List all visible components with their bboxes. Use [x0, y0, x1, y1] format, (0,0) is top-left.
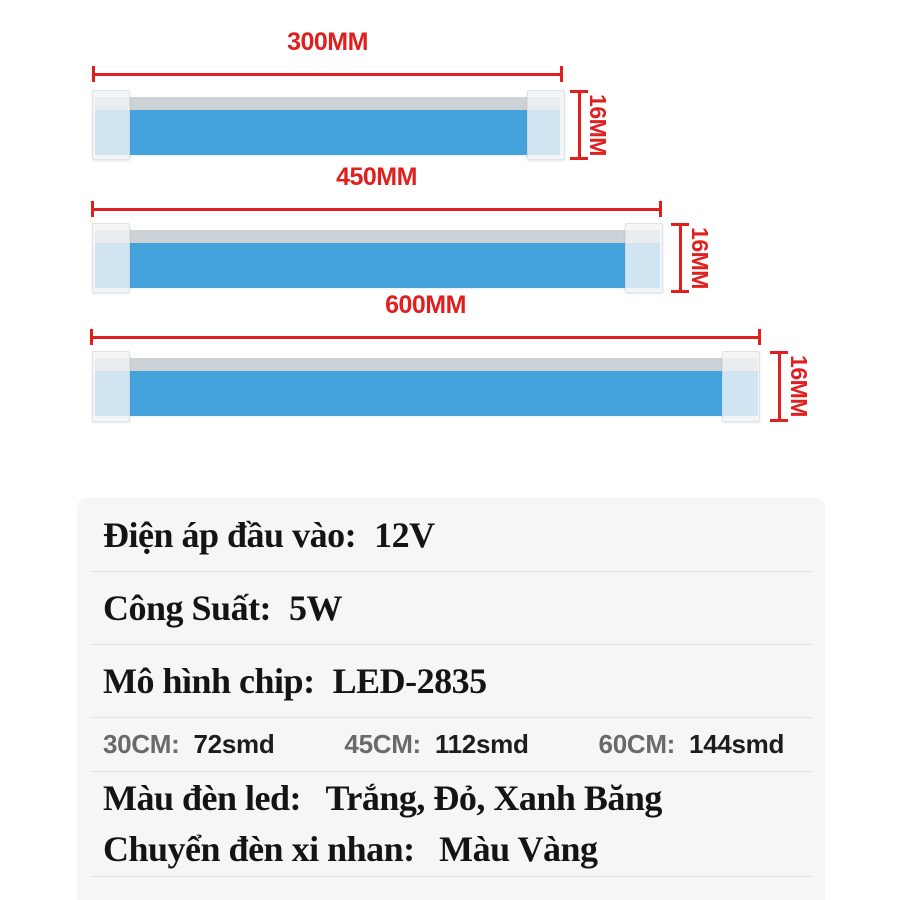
spec-value: 5W	[289, 588, 343, 628]
spec-row-chip-model	[90, 645, 812, 718]
smd-value: 144smd	[689, 729, 785, 759]
dimension-line	[578, 90, 581, 160]
dimension-line	[90, 336, 761, 339]
strip1-length-label: 300MM	[287, 28, 368, 56]
spec-value: LED-2835	[332, 661, 487, 701]
strip3-length-label: 600MM	[385, 291, 466, 319]
smd-count-60cm	[599, 729, 785, 760]
strip1-left-end-cap	[92, 90, 130, 160]
strip2-right-end-cap	[625, 223, 663, 293]
spec-label: Mô hình chip:	[103, 661, 315, 701]
spec-label: Màu đèn led:	[103, 778, 302, 818]
dimension-line	[92, 73, 563, 76]
strip1-led-strip	[95, 97, 560, 155]
spec-label: Công Suất:	[103, 588, 272, 628]
strip2-width-dimension-line	[91, 201, 662, 217]
dimension-line	[679, 223, 682, 293]
strip3-led-strip	[95, 358, 758, 416]
spec-row-power	[90, 572, 812, 645]
dimension-tick	[560, 66, 563, 82]
smd-label: 60CM:	[598, 729, 676, 759]
strip1-width-dimension-line	[92, 66, 563, 82]
strip1-height-label: 16MM	[585, 94, 611, 156]
smd-label: 30CM:	[103, 729, 180, 759]
strip2-led-strip	[95, 230, 660, 288]
spec-row-smd-counts	[90, 718, 812, 772]
spec-value: 12V	[374, 514, 435, 555]
spec-value: Màu Vàng	[439, 829, 598, 869]
spec-label: Chuyển đèn xi nhan:	[103, 829, 415, 869]
smd-count-45cm	[344, 729, 528, 760]
dimension-line	[91, 208, 662, 211]
strip2-length-label: 450MM	[336, 163, 417, 191]
led-color-line	[103, 773, 812, 824]
dimension-tick	[659, 201, 662, 217]
strip3-left-end-cap	[92, 351, 130, 422]
smd-label: 45CM:	[344, 729, 421, 759]
strip3-height-label: 16MM	[786, 355, 812, 417]
spec-label: Điện áp đầu vào:	[103, 514, 357, 555]
strip3-right-end-cap	[722, 351, 760, 422]
strip2-left-end-cap	[92, 223, 130, 293]
dimension-tick	[758, 329, 761, 345]
spec-row-input-voltage	[90, 498, 812, 572]
spec-panel	[77, 498, 825, 900]
dimension-line	[778, 351, 781, 422]
strip3-width-dimension-line	[90, 329, 761, 345]
smd-value: 112smd	[434, 729, 529, 759]
spec-value: Trắng, Đỏ, Xanh Băng	[325, 778, 662, 818]
smd-count-30cm	[103, 729, 274, 760]
strip1-right-end-cap	[527, 90, 565, 160]
smd-value: 72smd	[193, 729, 275, 759]
strip2-height-label: 16MM	[687, 227, 713, 289]
turn-signal-color-line	[103, 824, 812, 875]
spec-row-led-colors	[90, 772, 812, 877]
